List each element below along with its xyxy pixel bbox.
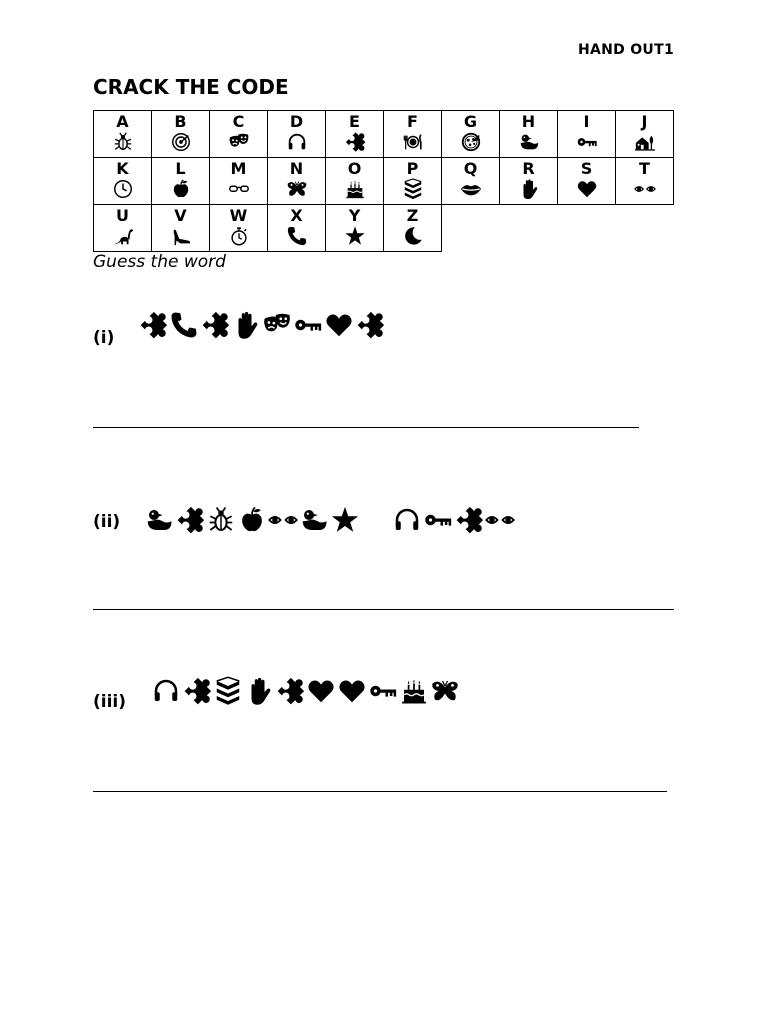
theater-masks-icon	[262, 310, 293, 340]
key-row	[94, 111, 674, 158]
empty-cell	[442, 205, 500, 252]
key-letter: G	[463, 112, 478, 131]
key-icon	[368, 676, 399, 706]
butterfly-icon	[268, 178, 325, 202]
key-row	[94, 158, 674, 205]
clock-icon	[94, 178, 151, 202]
eyes-icon	[616, 178, 673, 202]
cake-icon	[326, 178, 383, 202]
key-cell	[326, 158, 384, 205]
key-cell	[442, 111, 500, 158]
key-letter: U	[116, 206, 129, 225]
key-cell	[94, 205, 152, 252]
key-cell	[152, 111, 210, 158]
page-title: CRACK THE CODE	[93, 75, 289, 99]
eyes-icon	[268, 505, 299, 535]
key-row	[94, 205, 674, 252]
key-letter: D	[289, 112, 304, 131]
heart-icon	[306, 676, 337, 706]
dinosaur-icon	[94, 225, 151, 249]
key-cell	[384, 111, 442, 158]
puzzle-piece-icon	[326, 131, 383, 155]
puzzle-piece-icon	[275, 676, 306, 706]
telephone-icon	[268, 225, 325, 249]
key-letter: H	[521, 112, 536, 131]
target-icon	[152, 131, 209, 155]
key-cell	[326, 111, 384, 158]
key-letter: Z	[406, 206, 419, 225]
heart-icon	[337, 676, 368, 706]
code-key-table	[93, 110, 674, 252]
key-cell	[210, 158, 268, 205]
puzzle-label: (ii)	[93, 512, 121, 532]
eyes-icon	[485, 505, 516, 535]
headphones-icon	[268, 131, 325, 155]
key-letter: N	[289, 159, 304, 178]
key-cell	[210, 205, 268, 252]
key-cell	[210, 111, 268, 158]
key-letter: Q	[463, 159, 478, 178]
puzzle-piece-icon	[454, 505, 485, 535]
empty-cell	[558, 205, 616, 252]
heart-icon	[324, 310, 355, 340]
handout-label: HAND OUT1	[577, 42, 674, 58]
puzzle-piece-icon	[138, 310, 169, 340]
key-letter: B	[174, 112, 187, 131]
apple-icon	[152, 178, 209, 202]
star-icon	[330, 505, 361, 535]
moon-icon	[384, 225, 441, 249]
books-icon	[384, 178, 441, 202]
empty-cell	[500, 205, 558, 252]
key-letter: V	[174, 206, 187, 225]
puzzle-icons	[144, 494, 516, 535]
puzzle-piece-icon	[355, 310, 386, 340]
star-icon	[326, 225, 383, 249]
bug-icon	[206, 505, 237, 535]
stopwatch-icon	[210, 225, 267, 249]
key-letter: T	[639, 159, 650, 178]
key-letter: F	[407, 112, 418, 131]
puzzle-piece-icon	[200, 310, 231, 340]
cake-icon	[399, 676, 430, 706]
key-letter: A	[116, 112, 129, 131]
key-letter: E	[349, 112, 360, 131]
duck-icon	[299, 505, 330, 535]
key-icon	[293, 310, 324, 340]
hand-icon	[500, 178, 557, 202]
high-heel-icon	[152, 225, 209, 249]
key-letter: C	[232, 112, 245, 131]
plate-cutlery-icon	[384, 131, 441, 155]
key-letter: R	[522, 159, 535, 178]
telephone-icon	[169, 310, 200, 340]
key-cell	[384, 205, 442, 252]
key-cell	[558, 111, 616, 158]
answer-line-2[interactable]	[93, 609, 674, 610]
headphones-icon	[151, 676, 182, 706]
key-cell	[326, 205, 384, 252]
key-cell	[500, 158, 558, 205]
pizza-icon	[442, 131, 499, 155]
heart-icon	[558, 178, 615, 202]
theater-masks-icon	[210, 131, 267, 155]
house-tree-icon	[616, 131, 673, 155]
answer-line-1[interactable]	[93, 427, 639, 428]
key-letter: P	[406, 159, 419, 178]
key-letter: L	[175, 159, 186, 178]
puzzle-label: (i)	[93, 328, 115, 348]
key-letter: M	[230, 159, 247, 178]
glasses-icon	[210, 178, 267, 202]
puzzle-piece-icon	[175, 505, 206, 535]
key-cell	[442, 158, 500, 205]
key-letter: W	[229, 206, 248, 225]
key-cell	[500, 111, 558, 158]
key-cell	[268, 111, 326, 158]
key-cell	[268, 158, 326, 205]
key-letter: Y	[348, 206, 361, 225]
key-letter: S	[580, 159, 593, 178]
key-cell	[94, 158, 152, 205]
key-letter: I	[583, 112, 590, 131]
puzzle-piece-icon	[182, 676, 213, 706]
puzzle-icons	[138, 310, 386, 340]
key-letter: X	[290, 206, 303, 225]
key-cell	[94, 111, 152, 158]
key-cell	[268, 205, 326, 252]
key-icon	[558, 131, 615, 155]
word-gap	[361, 494, 392, 524]
key-letter: O	[347, 159, 362, 178]
hand-icon	[231, 310, 262, 340]
key-letter: K	[116, 159, 129, 178]
puzzle-icons	[151, 676, 461, 706]
key-cell	[152, 158, 210, 205]
duck-icon	[500, 131, 557, 155]
answer-line-3[interactable]	[93, 791, 667, 792]
key-letter: J	[641, 112, 648, 131]
books-icon	[213, 676, 244, 706]
puzzle-label: (iii)	[93, 692, 127, 712]
apple-icon	[237, 505, 268, 535]
headphones-icon	[392, 505, 423, 535]
hand-icon	[244, 676, 275, 706]
butterfly-icon	[430, 676, 461, 706]
lips-icon	[442, 178, 499, 202]
empty-cell	[616, 205, 674, 252]
duck-icon	[144, 505, 175, 535]
instructions: Guess the word	[93, 252, 226, 272]
key-cell	[616, 158, 674, 205]
key-cell	[558, 158, 616, 205]
key-icon	[423, 505, 454, 535]
bug-icon	[94, 131, 151, 155]
key-cell	[384, 158, 442, 205]
key-cell	[152, 205, 210, 252]
key-cell	[616, 111, 674, 158]
